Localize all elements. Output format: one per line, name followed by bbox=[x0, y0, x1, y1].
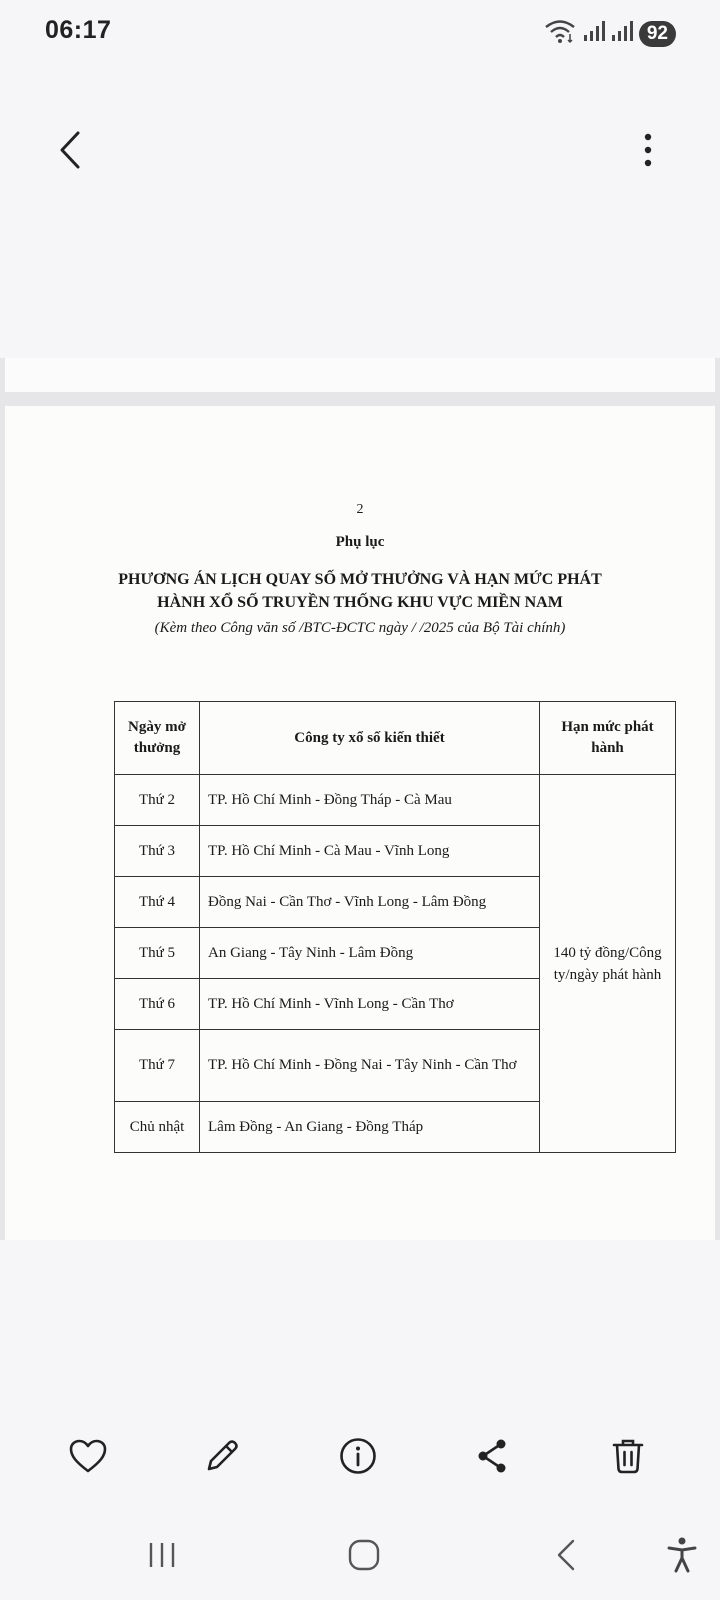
company-cell: TP. Hồ Chí Minh - Đồng Tháp - Cà Mau bbox=[200, 775, 540, 826]
day-cell: Thứ 4 bbox=[115, 877, 200, 928]
top-app-bar bbox=[0, 110, 720, 190]
company-cell: TP. Hồ Chí Minh - Đồng Nai - Tây Ninh - Cần Thơ bbox=[200, 1030, 540, 1102]
edit-pencil-icon bbox=[202, 1436, 242, 1476]
back-arrow-icon bbox=[58, 130, 82, 170]
company-cell: Lâm Đồng - An Giang - Đồng Tháp bbox=[200, 1102, 540, 1153]
home-icon bbox=[347, 1538, 381, 1572]
day-cell: Thứ 5 bbox=[115, 928, 200, 979]
document-page bbox=[5, 406, 715, 1240]
recent-apps-icon bbox=[145, 1540, 179, 1570]
document-viewer[interactable] bbox=[0, 358, 720, 1240]
status-bar bbox=[0, 0, 720, 64]
back-icon bbox=[554, 1538, 578, 1572]
recent-apps-button[interactable] bbox=[132, 1530, 192, 1580]
day-cell: Thứ 7 bbox=[115, 1030, 200, 1102]
edit-button[interactable] bbox=[198, 1432, 246, 1480]
back-nav-button[interactable] bbox=[536, 1530, 596, 1580]
title-line-2: HÀNH XỔ SỐ TRUYỀN THỐNG KHU VỰC MIỀN NAM bbox=[157, 594, 563, 611]
day-cell: Thứ 3 bbox=[115, 826, 200, 877]
header-limit: Hạn mức phát hành bbox=[540, 702, 676, 775]
header-day: Ngày mở thưởng bbox=[115, 702, 200, 775]
previous-page-edge bbox=[5, 358, 715, 392]
home-button[interactable] bbox=[334, 1530, 394, 1580]
company-cell: TP. Hồ Chí Minh - Vĩnh Long - Cần Thơ bbox=[200, 979, 540, 1030]
accessibility-button[interactable] bbox=[652, 1530, 712, 1580]
more-options-button[interactable] bbox=[636, 126, 660, 174]
signal-icon bbox=[611, 20, 633, 47]
limit-cell: 140 tỷ đồng/Công ty/ngày phát hành bbox=[540, 775, 676, 1153]
favorite-button[interactable] bbox=[64, 1432, 112, 1480]
day-cell: Chủ nhật bbox=[115, 1102, 200, 1153]
day-cell: Thứ 2 bbox=[115, 775, 200, 826]
system-nav-bar bbox=[0, 1530, 720, 1600]
document-subtitle: (Kèm theo Công văn số /BTC-ĐCTC ngày / /2025 của Bộ Tài chính) bbox=[154, 620, 566, 636]
title-line-1: PHƯƠNG ÁN LỊCH QUAY SỐ MỞ THƯỞNG VÀ HẠN MỨC PHÁT bbox=[118, 571, 602, 588]
bottom-toolbar bbox=[0, 1420, 720, 1490]
delete-trash-icon bbox=[608, 1436, 648, 1476]
document-title bbox=[5, 568, 715, 614]
delete-button[interactable] bbox=[604, 1432, 652, 1480]
info-icon bbox=[338, 1436, 378, 1476]
header-company: Công ty xổ số kiến thiết bbox=[200, 702, 540, 775]
back-button[interactable] bbox=[48, 126, 92, 174]
signal-icon bbox=[583, 20, 605, 47]
table-header-row bbox=[115, 702, 676, 775]
more-vertical-icon bbox=[644, 133, 652, 167]
company-cell: TP. Hồ Chí Minh - Cà Mau - Vĩnh Long bbox=[200, 826, 540, 877]
share-icon bbox=[472, 1436, 512, 1476]
company-cell: An Giang - Tây Ninh - Lâm Đồng bbox=[200, 928, 540, 979]
table-row bbox=[115, 775, 676, 826]
appendix-title: Phụ lục bbox=[335, 534, 385, 550]
details-button[interactable] bbox=[334, 1432, 382, 1480]
wifi-icon bbox=[543, 18, 577, 49]
page-number: 2 bbox=[356, 502, 364, 517]
day-cell: Thứ 6 bbox=[115, 979, 200, 1030]
share-button[interactable] bbox=[468, 1432, 516, 1480]
company-cell: Đồng Nai - Cần Thơ - Vĩnh Long - Lâm Đồng bbox=[200, 877, 540, 928]
status-time: 06:17 bbox=[45, 16, 112, 44]
status-icons bbox=[543, 18, 676, 49]
lottery-schedule-table bbox=[114, 701, 676, 1153]
battery-badge: 92 bbox=[639, 21, 676, 47]
heart-icon bbox=[68, 1438, 108, 1474]
accessibility-icon bbox=[666, 1536, 698, 1574]
